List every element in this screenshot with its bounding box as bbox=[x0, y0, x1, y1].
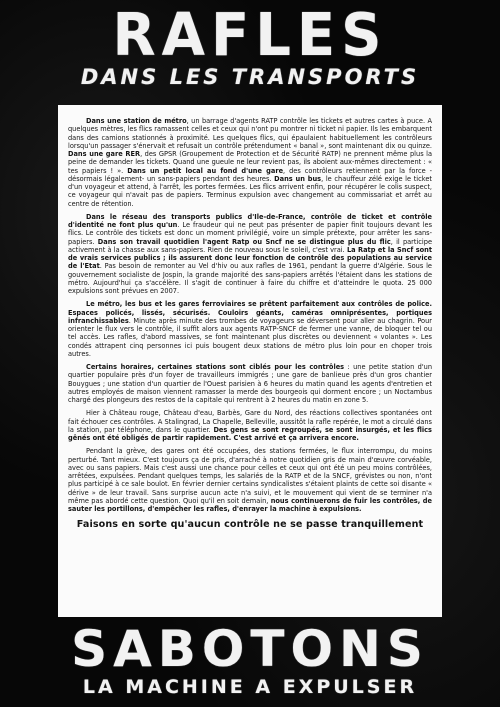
bold-text: Dans son travail quotidien l'agent Ratp ou Sncf ne se distingue plus du flic bbox=[97, 237, 391, 246]
bold-text: Le métro, les bus et les gares ferroviaires se prêtent parfaitement aux contrôles de police. Espaces policés, lissés, sécurisés. Couloirs géants, caméras omniprésentes, portiques infranchissables bbox=[68, 300, 432, 325]
text-run: , il participe activement à la chasse aux sans-papiers. Rien de nouveau sous le soleil, c'est vrai. bbox=[68, 237, 433, 254]
headline-title: RAFLES bbox=[112, 1, 388, 70]
text-run: Pendant la grève, des gares ont été occupées, des stations fermées, le flux interrompu, du moins perturbé. Tant mieux. C'est toujours ça de pris, d'arraché à notre quotidien gris de main d'œuvre corvéable, avec ou sans papiers. Mais c'est aussi une chance pour celles et ceux qui ont été un peu moins contrôlées, arrêtées, expulsées. Pendant quelques temps, les salariés de la RATP et de la SNCF, grévistes ou non, n'ont plus participé à ce sale boulot. En février dernier certains syndicalistes s'étaient plaints de cette soi disante « dérive » de leur travail. Sans surprise aucun acte n'a suivi, et le mouvement qui vient de se terminer n'a même pas abordé cette question. Quoi qu'il en soit demain, bbox=[68, 447, 432, 505]
text-run: Hier à Château rouge, Château d'eau, Barbès, Gare du Nord, des réactions collectives spontanées ont fait échouer ces contrôles. A Stalingrad, La Chapelle, Belleville, aussitôt la rafle repérée, le mot a circulé dans la station, par téléphone, dans le quartier. bbox=[68, 409, 432, 434]
text-run: : une petite station d'un quartier populaire près d'un foyer de travailleurs immigrés ; une gare de banlieue près d'un gros chantier Bouygues ; une station d'un quartier de l'Ouest parisien à 6 heures du matin quand les agents d'entretien et autres employés de maison viennent ramasser la merde des bourgeois qui dorment encore ; un Noctambus chargé des plongeurs des restos de la capitale qui rentrent à 2 heures du matin en zone 5. bbox=[68, 363, 433, 404]
article-paragraph bbox=[68, 447, 432, 513]
article-paragraph bbox=[68, 363, 432, 404]
text-run: . Le fraudeur qui ne peut pas présenter de papier finit toujours devant les flics. Le contrôle des tickets est donc un moment privilégié, voire un simple prétexte, pour arrêter les sans-papiers. bbox=[68, 221, 432, 246]
bold-text: Dans une station de métro bbox=[86, 117, 187, 125]
text-run: . Minute après minute des trombes de voyageurs se déversent pour aller au chagrin. Pour orienter le flux vers le contrôle, il suffit alors aux agents RATP-SNCF de fermer une vanne, de bloquer tel ou tel accès. Les rafles, d'abord massives, se font maintenant plus discrètes ou deviennent « volantes ». Les condés attrapent cinq personnes ici puis bougent deux stations de métro plus loin pour en choper trois autres. bbox=[68, 316, 432, 358]
bold-text: Dans un bus bbox=[274, 174, 322, 183]
headline-subtitle: DANS LES TRANSPORTS bbox=[80, 65, 420, 89]
slogan: Faisons en sorte qu'aucun contrôle ne se passe tranquillement bbox=[76, 519, 424, 531]
article-body bbox=[68, 117, 432, 513]
text-run: . Pas besoin de remonter au Vel d'hiv ou aux rafles de 1961, pendant la guerre d'Algérie. Sous le gouvernement socialiste de Jospin, la grande majorité des sans-papiers arrêtés l'étaient dans les stations de métro. Aujourd'hui ça s'accélère. Il s'agit de continuer à faire du chiffre et d'atteindre le quota. 25 000 expulsions sont prévues en 2007. bbox=[68, 262, 432, 295]
bold-text: Certains horaires, certaines stations sont ciblés pour les contrôles bbox=[86, 363, 345, 371]
bold-text: La Ratp et la Sncf sont de vrais services publics ; ils assurent donc leur fonction de contrôle des populations au service de l'Etat bbox=[68, 245, 432, 271]
text-run: , un barrage d'agents RATP contrôle les tickets et autres cartes à puce. A quelques mètres, les flics ramassent celles et ceux qui n'ont pu montrer ni ticket ni papier. Ils les embarquent dans des camions stationnés à proximité. Les quelques flics, qui épaulaient habituellement les contrôleurs lorsqu'un passager s'énervait et refusait un contrôle prétendument « banal », sont maintenant dix ou quinze. bbox=[68, 117, 433, 150]
bold-text: Dans un petit local au fond d'une gare bbox=[127, 166, 284, 175]
article-paragraph bbox=[68, 213, 432, 296]
footer-subtitle: LA MACHINE A EXPULSER bbox=[82, 676, 418, 698]
text-run: , des GPSR (Groupement de Protection et de Sécurité RATP) ne prennent même plus la peine de demander les tickets. Quand une gueule ne leur revient pas, ils aboient aux-mêmes directement : « tes papiers ! ». bbox=[68, 150, 433, 175]
article-box bbox=[58, 105, 442, 617]
article-paragraph bbox=[68, 409, 432, 442]
footer-title: SABOTONS bbox=[71, 620, 429, 678]
bold-text: Des gens se sont regroupés, se sont insurgés, et les flics gênés ont été obligés de partir rapidement. C'est arrivé et ça arrivera encore. bbox=[68, 425, 432, 442]
text-run: , le chauffeur zélé exige le ticket d'un voyageur et attend, à l'arrêt, les portes fermées. Les flics arrivent enfin, pour récupérer le colis suspect, ce voyageur qui n'avait pas de papiers. Terminus expulsion avec changement au commissariat et arrêt au centre de rétention. bbox=[68, 174, 432, 208]
text-run: , des contrôleurs retiennent par la force -désormais légalement- un sans-papiers pendant des heures. bbox=[68, 166, 432, 183]
bold-text: nous continuerons de fuir les contrôles, de sauter les portillons, d'empêcher les rafles, d'enrayer la machine à expulsions. bbox=[68, 496, 432, 513]
bold-text: Dans le réseau des transports publics d'Ile-de-France, contrôle de ticket et contrôle d'identité ne font plus qu'un bbox=[68, 212, 432, 229]
article-paragraph bbox=[68, 117, 432, 208]
bold-text: Dans une gare RER bbox=[68, 150, 141, 158]
article-paragraph bbox=[68, 300, 432, 358]
